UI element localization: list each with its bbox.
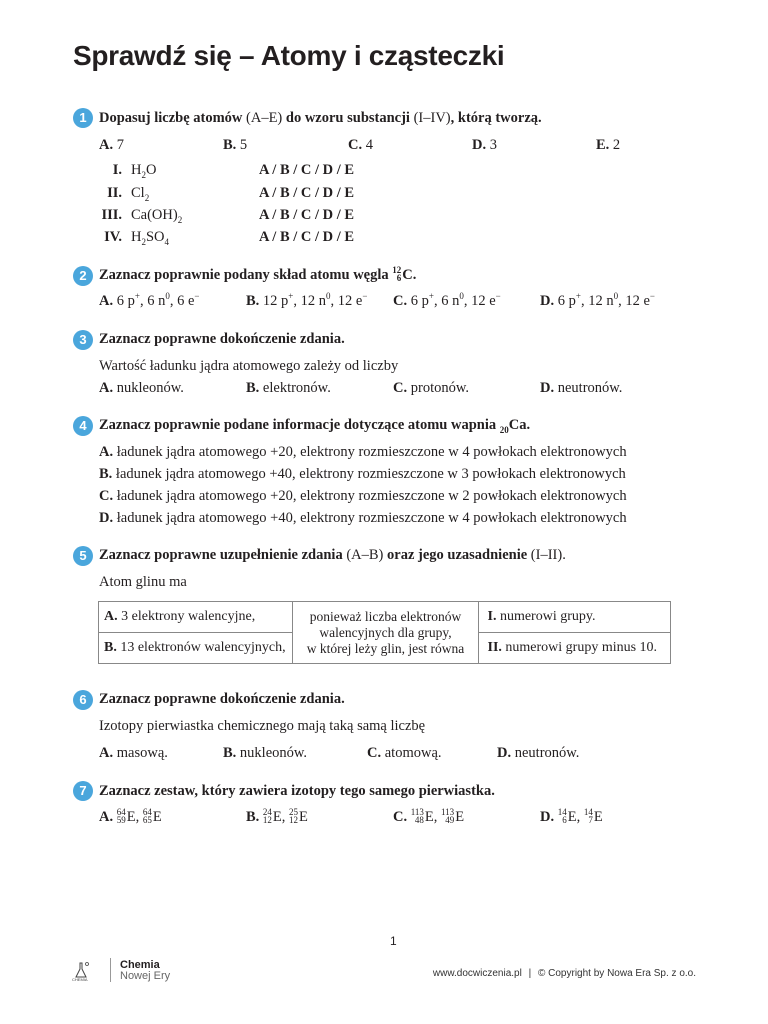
q4-option-d[interactable]: D. ładunek jądra atomowego +40, elektrony rozmieszczone w 4 powłokach elektronowych xyxy=(99,510,627,526)
q3-option-b[interactable]: B. elektronów. xyxy=(246,380,331,396)
q6-option-a[interactable]: A. masową. xyxy=(99,745,168,761)
q1-option-a[interactable]: A. 7 xyxy=(99,137,124,153)
row-roman: II. xyxy=(107,185,122,201)
question-number: 5 xyxy=(73,546,93,566)
question-5-text: Zaznacz poprawne uzupełnienie zdania (A–B) oraz jego uzasadnienie (I–II). xyxy=(99,547,566,563)
q4-option-b[interactable]: B. ładunek jądra atomowego +40, elektrony rozmieszczone w 3 powłokach elektronowych xyxy=(99,466,626,482)
website-link[interactable]: www.docwiczenia.pl xyxy=(432,968,522,979)
q1-option-d[interactable]: D. 3 xyxy=(472,137,497,153)
row-roman: I. xyxy=(112,162,122,178)
q7-option-b[interactable]: B. 24 12 E, 25 12 E xyxy=(246,806,308,825)
q2-option-c[interactable]: C. 6 p+, 6 $n^0$, 12 e− xyxy=(393,291,501,309)
q5-option-a[interactable]: A. 3 elektrony walencyjne, xyxy=(99,602,293,633)
q4-option-a[interactable]: A. ładunek jądra atomowego +20, elektrony rozmieszczone w 4 powłokach elektronowych xyxy=(99,444,627,460)
answer-choices[interactable]: A / B / C / D / E xyxy=(259,207,355,223)
justification-text: ponieważ liczba elektronów walencyjnych dla grupy, w której leży glin, jest równa xyxy=(293,602,479,664)
page-title: Sprawdź się – Atomy i cząsteczki xyxy=(73,40,505,71)
question-1-text: Dopasuj liczbę atomów (A–E) do wzoru substancji (I–IV), którą tworzą. xyxy=(99,110,542,126)
page-number: 1 xyxy=(390,934,397,948)
formula: $Ca(OH)_2$ xyxy=(131,207,183,225)
q6-option-d[interactable]: D. neutronów. xyxy=(497,745,580,761)
q2-option-d[interactable]: D. 6 p+, 12 $n^0$, 12 e− xyxy=(540,291,655,309)
q2-option-a[interactable]: A. 6 p+, 6 $n^0$, 6 e− xyxy=(99,291,200,309)
q5-option-ii[interactable]: II. numerowi grupy minus 10. xyxy=(479,633,671,664)
formula: $H_2O$ xyxy=(131,162,157,180)
question-number: 3 xyxy=(73,330,93,350)
question-7-text: Zaznacz zestaw, który zawiera izotopy tego samego pierwiastka. xyxy=(99,783,495,799)
question-stem: Wartość ładunku jądra atomowego zależy od liczby xyxy=(99,358,399,374)
q7-option-d[interactable]: D. 14 6 E, 14 7 E xyxy=(540,806,603,825)
q4-option-c[interactable]: C. ładunek jądra atomowego +20, elektrony rozmieszczone w 2 powłokach elektronowych xyxy=(99,488,627,504)
row-roman: IV. xyxy=(104,229,122,245)
question-number: 2 xyxy=(73,266,93,286)
question-number: 7 xyxy=(73,781,93,801)
q3-option-d[interactable]: D. neutronów. xyxy=(540,380,623,396)
question-stem: Atom glinu ma xyxy=(99,574,187,590)
question-stem: Izotopy pierwiastka chemicznego mają taką samą liczbę xyxy=(99,718,426,734)
answer-choices[interactable]: A / B / C / D / E xyxy=(259,185,355,201)
q2-option-b[interactable]: B. 12 p+, 12 $n^0$, 12 e− xyxy=(246,291,368,309)
question-3-text: Zaznacz poprawne dokończenie zdania. xyxy=(99,331,345,347)
q1-option-b[interactable]: B. 5 xyxy=(223,137,248,153)
question-number: 4 xyxy=(73,416,93,436)
question-6-text: Zaznacz poprawne dokończenie zdania. xyxy=(99,691,345,707)
answer-choices[interactable]: A / B / C / D / E xyxy=(259,229,355,245)
q5-option-b[interactable]: B. 13 elektronów walencyjnych, xyxy=(99,633,293,664)
formula: $Cl_2$ xyxy=(131,185,150,203)
q5-option-i[interactable]: I. numerowi grupy. xyxy=(479,602,671,633)
answer-table xyxy=(98,601,671,664)
question-4-text: Zaznacz poprawnie podane informacje dotyczące atomu wapnia $_{20}$Ca. xyxy=(99,417,531,435)
q1-option-e[interactable]: E. 2 xyxy=(596,137,621,153)
q1-option-c[interactable]: C. 4 xyxy=(348,137,373,153)
row-roman: III. xyxy=(101,207,122,223)
answer-choices[interactable]: A / B / C / D / E xyxy=(259,162,355,178)
q7-option-a[interactable]: A. 64 59 E, 64 65 E xyxy=(99,806,162,825)
footer-text: www.docwiczenia.pl | © Copyright by Nowa Era Sp. z o.o. xyxy=(432,968,696,979)
q3-option-a[interactable]: A. nukleonów. xyxy=(99,380,184,396)
q6-option-b[interactable]: B. nukleonów. xyxy=(223,745,308,761)
question-2-text: Zaznacz poprawnie podany skład atomu węgla 12 6 C. xyxy=(99,264,417,283)
q6-option-c[interactable]: C. atomową. xyxy=(367,745,442,761)
formula: $H_2SO_4$ xyxy=(131,229,170,247)
copyright: © Copyright by Nowa Era Sp. z o.o. xyxy=(538,968,696,979)
question-number: 6 xyxy=(73,690,93,710)
q7-option-c[interactable]: C. 113 48 E, 113 49 E xyxy=(393,806,465,825)
question-number: 1 xyxy=(73,108,93,128)
q3-option-c[interactable]: C. protonów. xyxy=(393,380,469,396)
